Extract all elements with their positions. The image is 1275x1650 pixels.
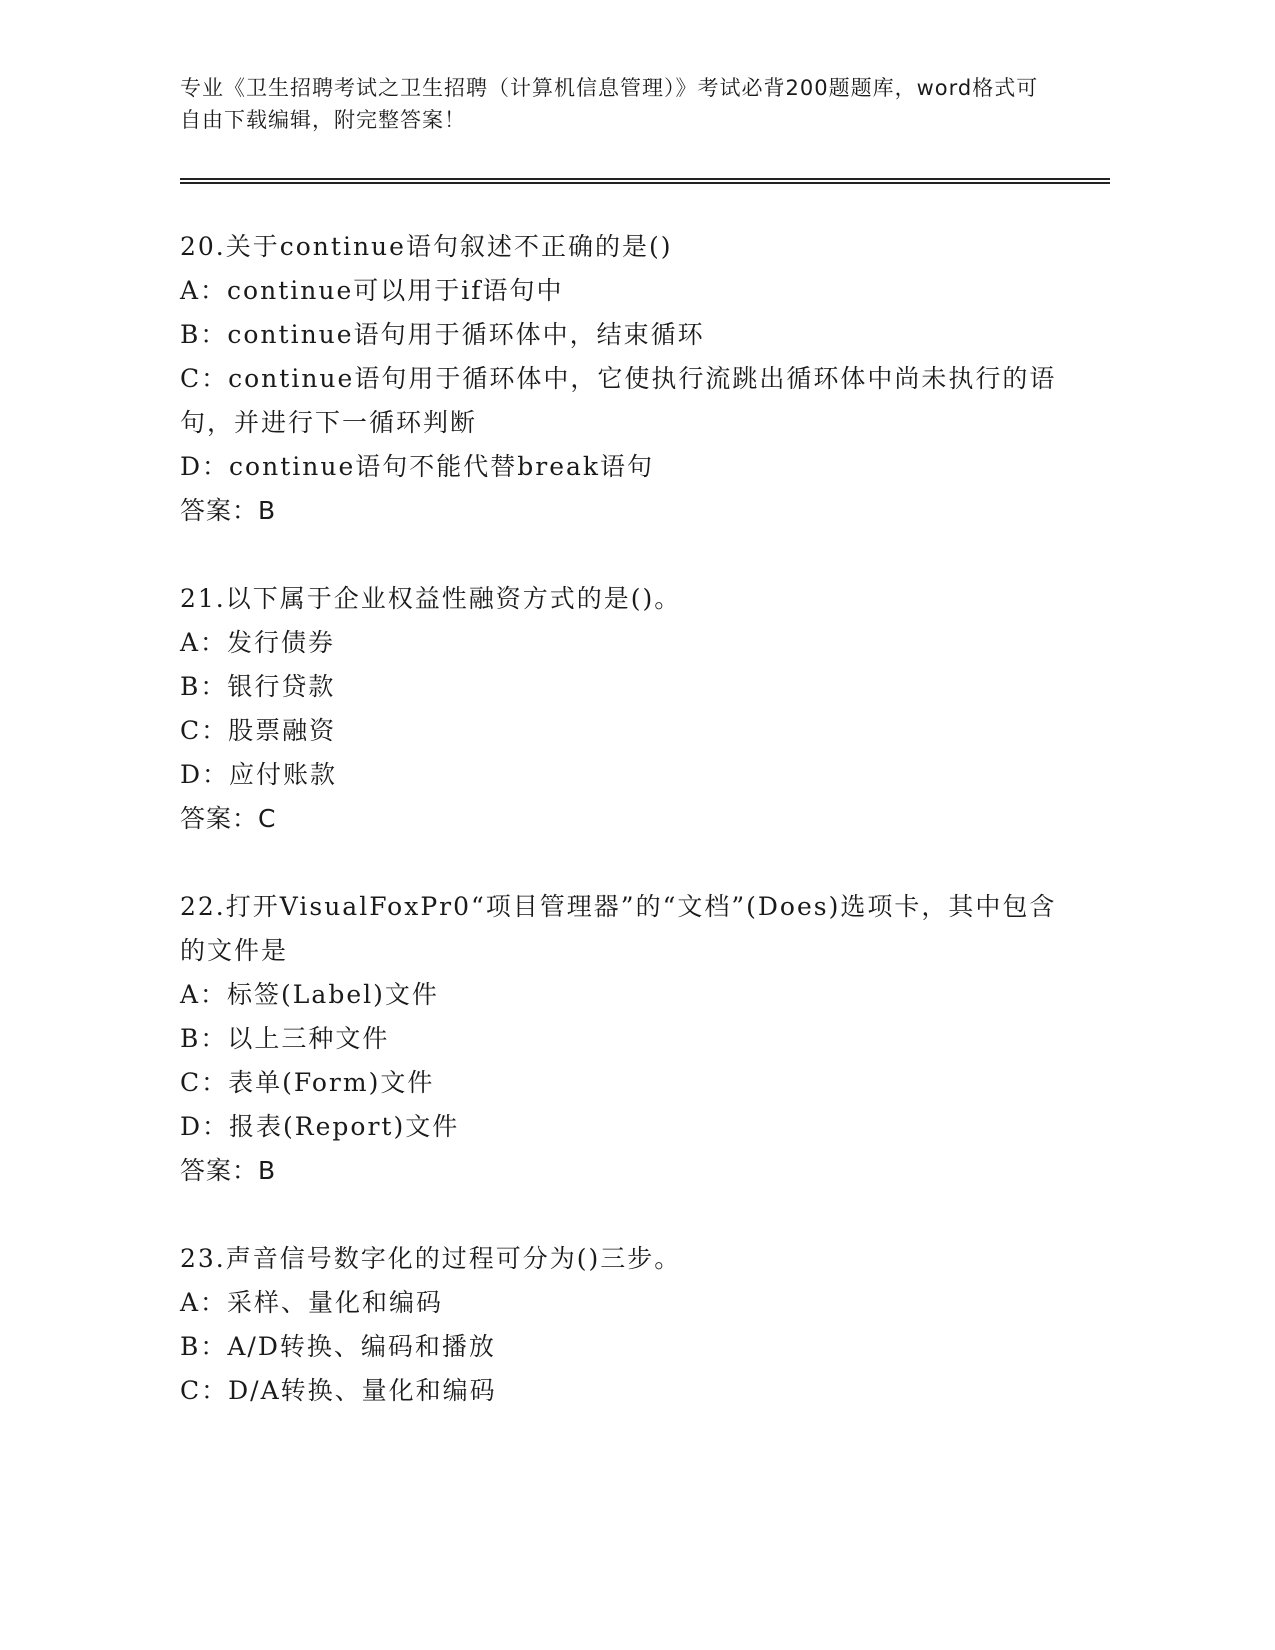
option-c: C：D/A转换、量化和编码 <box>180 1376 497 1405</box>
question-23 <box>180 1237 1060 1413</box>
option-d: D：报表(Report)文件 <box>180 1112 460 1141</box>
question-stem: 20.关于continue语句叙述不正确的是() <box>180 232 673 261</box>
option-b: B：continue语句用于循环体中，结束循环 <box>180 320 705 349</box>
option-c: C：股票融资 <box>180 716 337 745</box>
question-21 <box>180 577 1060 841</box>
header-double-rule <box>180 178 1110 184</box>
option-b: B：银行贷款 <box>180 672 336 701</box>
answer-line: 答案：B <box>180 1156 277 1185</box>
question-22 <box>180 885 1060 1193</box>
option-a: A：发行债券 <box>180 628 336 657</box>
option-a: A：continue可以用于if语句中 <box>180 276 564 305</box>
option-a: A：采样、量化和编码 <box>180 1288 444 1317</box>
option-b: B：以上三种文件 <box>180 1024 390 1053</box>
question-stem: 22.打开VisualFoxPr0“项目管理器”的“文档”(Does)选项卡，其中包含的文件是 <box>180 892 1057 965</box>
option-c: C：表单(Form)文件 <box>180 1068 435 1097</box>
answer-line: 答案：C <box>180 804 277 833</box>
question-stem: 23.声音信号数字化的过程可分为()三步。 <box>180 1244 682 1273</box>
option-a: A：标签(Label)文件 <box>180 980 439 1009</box>
option-c: C：continue语句用于循环体中，它使执行流跳出循环体中尚未执行的语句，并进行下一循环判断 <box>180 364 1057 437</box>
option-b: B：A/D转换、编码和播放 <box>180 1332 496 1361</box>
question-list <box>180 225 1060 1457</box>
document-intro: 专业《卫生招聘考试之卫生招聘（计算机信息管理）》考试必背200题题库，word格式可自由下载编辑，附完整答案！ <box>180 76 1039 132</box>
option-d: D：continue语句不能代替break语句 <box>180 452 655 481</box>
question-20 <box>180 225 1060 533</box>
question-stem: 21.以下属于企业权益性融资方式的是()。 <box>180 584 682 613</box>
answer-line: 答案：B <box>180 496 277 525</box>
option-d: D：应付账款 <box>180 760 338 789</box>
